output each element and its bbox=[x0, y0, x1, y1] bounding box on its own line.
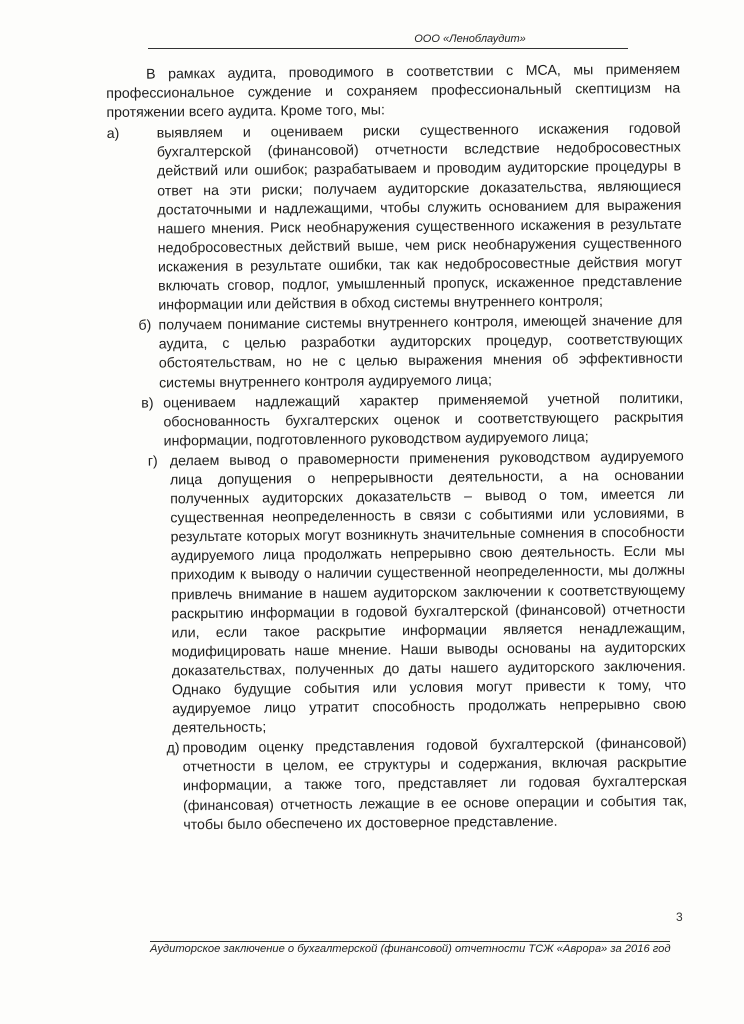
list-item bbox=[107, 120, 683, 316]
list-item bbox=[108, 312, 683, 394]
intro-paragraph: В рамках аудита, проводимого в соответствии с МСА, мы применяем профессиональное суждение и сохраняем профессиональный скептицизм на протяжении всего аудита. Кроме того, мы: bbox=[106, 61, 681, 122]
list-item-text: проводим оценку представления годовой бухгалтерской (финансовой) отчетности в целом, ее структуры и содержания, включая раскрытие информации, а также того, представляет ли годовая бухгалтерская (финансовая) отчетность лежащие в ее основе операции и события так, чтобы было обеспечено их достоверное представление. bbox=[182, 735, 688, 833]
list-item-text: оцениваем надлежащий характер применяемой учетной политики, обоснованность бухгалтерских оценок и соответствующего раскрытия информации, подготовленного руководством аудируемого лица; bbox=[163, 390, 684, 450]
list-item bbox=[110, 447, 687, 739]
audit-procedures-list bbox=[107, 120, 688, 836]
list-item-marker: б) bbox=[138, 317, 152, 334]
page-footer: Аудиторское заключение о бухгалтерской (финансовой) отчетности ТСЖ «Аврора» за 2016 год bbox=[150, 943, 671, 955]
list-item bbox=[109, 389, 684, 452]
footer-rule bbox=[150, 941, 670, 942]
page-header-company: ООО «Леноблаудит» bbox=[414, 33, 526, 45]
document-body bbox=[106, 60, 687, 836]
list-item-marker: д) bbox=[166, 740, 180, 757]
header-rule bbox=[148, 48, 628, 49]
list-item-text: выявляем и оцениваем риски существенного искажения годовой бухгалтерской (финансовой) отчетности вследствие недобросовестных действий или ошибок; разрабатываем и проводим аудиторские процедуры в ответ на эти риски; получаем аудиторские доказательства, являющиеся достаточными и надлежащими, чтобы служить основанием для выражения нашего мнения. Риск необнаружения существенного искажения в результате недобросовестных действий выше, чем риск необнаружения существенного искажения в результате ошибки, так как недобросовестные действия могут включать сговор, подлог, умышленный пропуск, искаженное представление информации или действия в обход системы внутреннего контроля; bbox=[156, 120, 683, 314]
list-item-text: делаем вывод о правомерности применения руководством аудируемого лица допущения о непрерывности деятельности, а на основании полученных аудиторских доказательств – вывод о том, имеется ли существенная неопределенность в связи с событиями или условиями, в результате которых могут возникнуть значительные сомнения в способности аудируемого лица продолжать непрерывно свою деятельность. Если мы приходим к выводу о наличии существенной неопределенности, мы должны привлечь внимание в нашем аудиторском заключении к соответствующему раскрытию информации в годовой бухгалтерской (финансовой) отчетности или, если такое раскрытие информации является ненадлежащим, модифицировать наше мнение. Наши выводы основаны на аудиторских доказательствах, полученных до даты нашего аудиторского заключения. Однако будущие события или условия могут привести к тому, что аудируемое лицо утратит способность продолжать непрерывно свою деятельность; bbox=[169, 448, 687, 737]
list-item-marker: а) bbox=[106, 126, 120, 143]
list-item-marker: г) bbox=[147, 453, 158, 470]
list-item-text: получаем понимание системы внутреннего контроля, имеющей значение для аудита, с целью разработки аудиторских процедур, соответствующих обстоятельствам, но не с целью выражения мнения об эффективности системы внутреннего контроля аудируемого лица; bbox=[158, 312, 683, 392]
list-item bbox=[112, 735, 687, 836]
list-item-marker: в) bbox=[141, 395, 154, 412]
page-number: 3 bbox=[676, 910, 683, 924]
